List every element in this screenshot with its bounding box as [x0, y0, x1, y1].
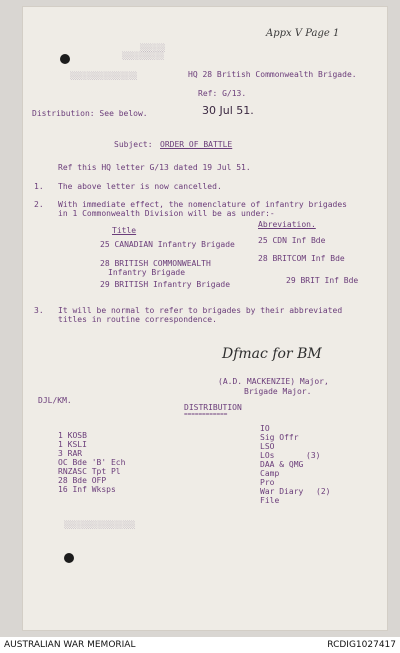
distribution-item: Sig Offr — [260, 433, 299, 442]
reference-initials: DJL/KM. — [38, 396, 72, 405]
handwritten-annotation: Appx V Page 1 — [266, 28, 340, 39]
distribution-item: 1 KOSB — [58, 431, 87, 440]
column-header-title: Title — [112, 226, 137, 235]
document-date: 30 Jul 51. — [202, 104, 254, 117]
paragraph-text: in 1 Commonwealth Division will be as under:- — [58, 209, 275, 218]
reference-line: Ref this HQ letter G/13 dated 19 Jul 51. — [58, 163, 251, 172]
document-page — [22, 6, 388, 631]
archive-id: RCDIG1027417 — [327, 640, 396, 650]
hq-header: HQ 28 British Commonwealth Brigade. — [188, 70, 357, 79]
paragraph-text: With immediate effect, the nomenclature of infantry brigades — [58, 200, 347, 209]
brigade-title: Infantry Brigade — [108, 268, 186, 277]
distribution-item: RNZASC Tpt Pl — [58, 467, 121, 476]
distribution-item: OC Bde 'B' Ech — [58, 458, 126, 467]
signatory-appointment: Brigade Major. — [244, 387, 312, 396]
distribution-item: War Diary — [260, 487, 304, 496]
subject-label: Subject: — [114, 140, 153, 149]
brigade-title: 25 CANADIAN Infantry Brigade — [100, 240, 235, 249]
distribution-item: IO — [260, 424, 270, 433]
signatory-name: (A.D. MACKENZIE) Major, — [218, 377, 329, 386]
brigade-title: 28 BRITISH COMMONWEALTH — [100, 259, 211, 268]
paragraph-number: 3. — [34, 306, 44, 315]
brigade-title: 29 BRITISH Infantry Brigade — [100, 280, 231, 289]
distribution-item: 1 KSLI — [58, 440, 87, 449]
archive-footer — [0, 637, 400, 653]
distribution-note: Distribution: See below. — [32, 109, 148, 118]
bleed-through-text: ░░░░░░ — [140, 44, 166, 52]
distribution-item: LSO — [260, 442, 275, 451]
paragraph-number: 2. — [34, 200, 44, 209]
distribution-item: LOs — [260, 451, 275, 460]
punch-hole-bottom — [64, 553, 74, 563]
paragraph-number: 1. — [34, 182, 44, 191]
brigade-abbreviation: 29 BRIT Inf Bde — [286, 276, 359, 285]
distribution-count: (2) — [316, 487, 331, 496]
distribution-item: Camp — [260, 469, 280, 478]
distribution-underline: ============ — [184, 411, 228, 418]
bleed-through-text: ░░░░░░░░░░░░░░░░░ — [64, 521, 136, 529]
distribution-item: 3 RAR — [58, 449, 83, 458]
signature: Dfmac for BM — [222, 346, 322, 362]
paragraph-text: The above letter is now cancelled. — [58, 182, 222, 191]
distribution-item: 16 Inf Wksps — [58, 485, 116, 494]
column-header-abbreviation: Abreviation. — [258, 220, 316, 229]
distribution-item: 28 Bde OFP — [58, 476, 107, 485]
distribution-item: File — [260, 496, 280, 505]
bleed-through-text: ░░░░░░░░░░░░░░░░ — [70, 72, 138, 80]
paragraph-text: titles in routine correspondence. — [58, 315, 217, 324]
distribution-item: DAA & QMG — [260, 460, 304, 469]
brigade-abbreviation: 25 CDN Inf Bde — [258, 236, 326, 245]
brigade-abbreviation: 28 BRITCOM Inf Bde — [258, 254, 345, 263]
distribution-heading: DISTRIBUTION — [184, 403, 242, 412]
paragraph-text: It will be normal to refer to brigades by their abbreviated — [58, 306, 343, 315]
distribution-item: Pro — [260, 478, 275, 487]
archive-name: AUSTRALIAN WAR MEMORIAL — [4, 640, 136, 650]
reference-number: Ref: G/13. — [198, 89, 247, 98]
distribution-count: (3) — [306, 451, 321, 460]
punch-hole-top — [60, 54, 70, 64]
bleed-through-text: ░░░░░░░░░░ — [122, 52, 165, 60]
subject-title: ORDER OF BATTLE — [160, 140, 233, 149]
